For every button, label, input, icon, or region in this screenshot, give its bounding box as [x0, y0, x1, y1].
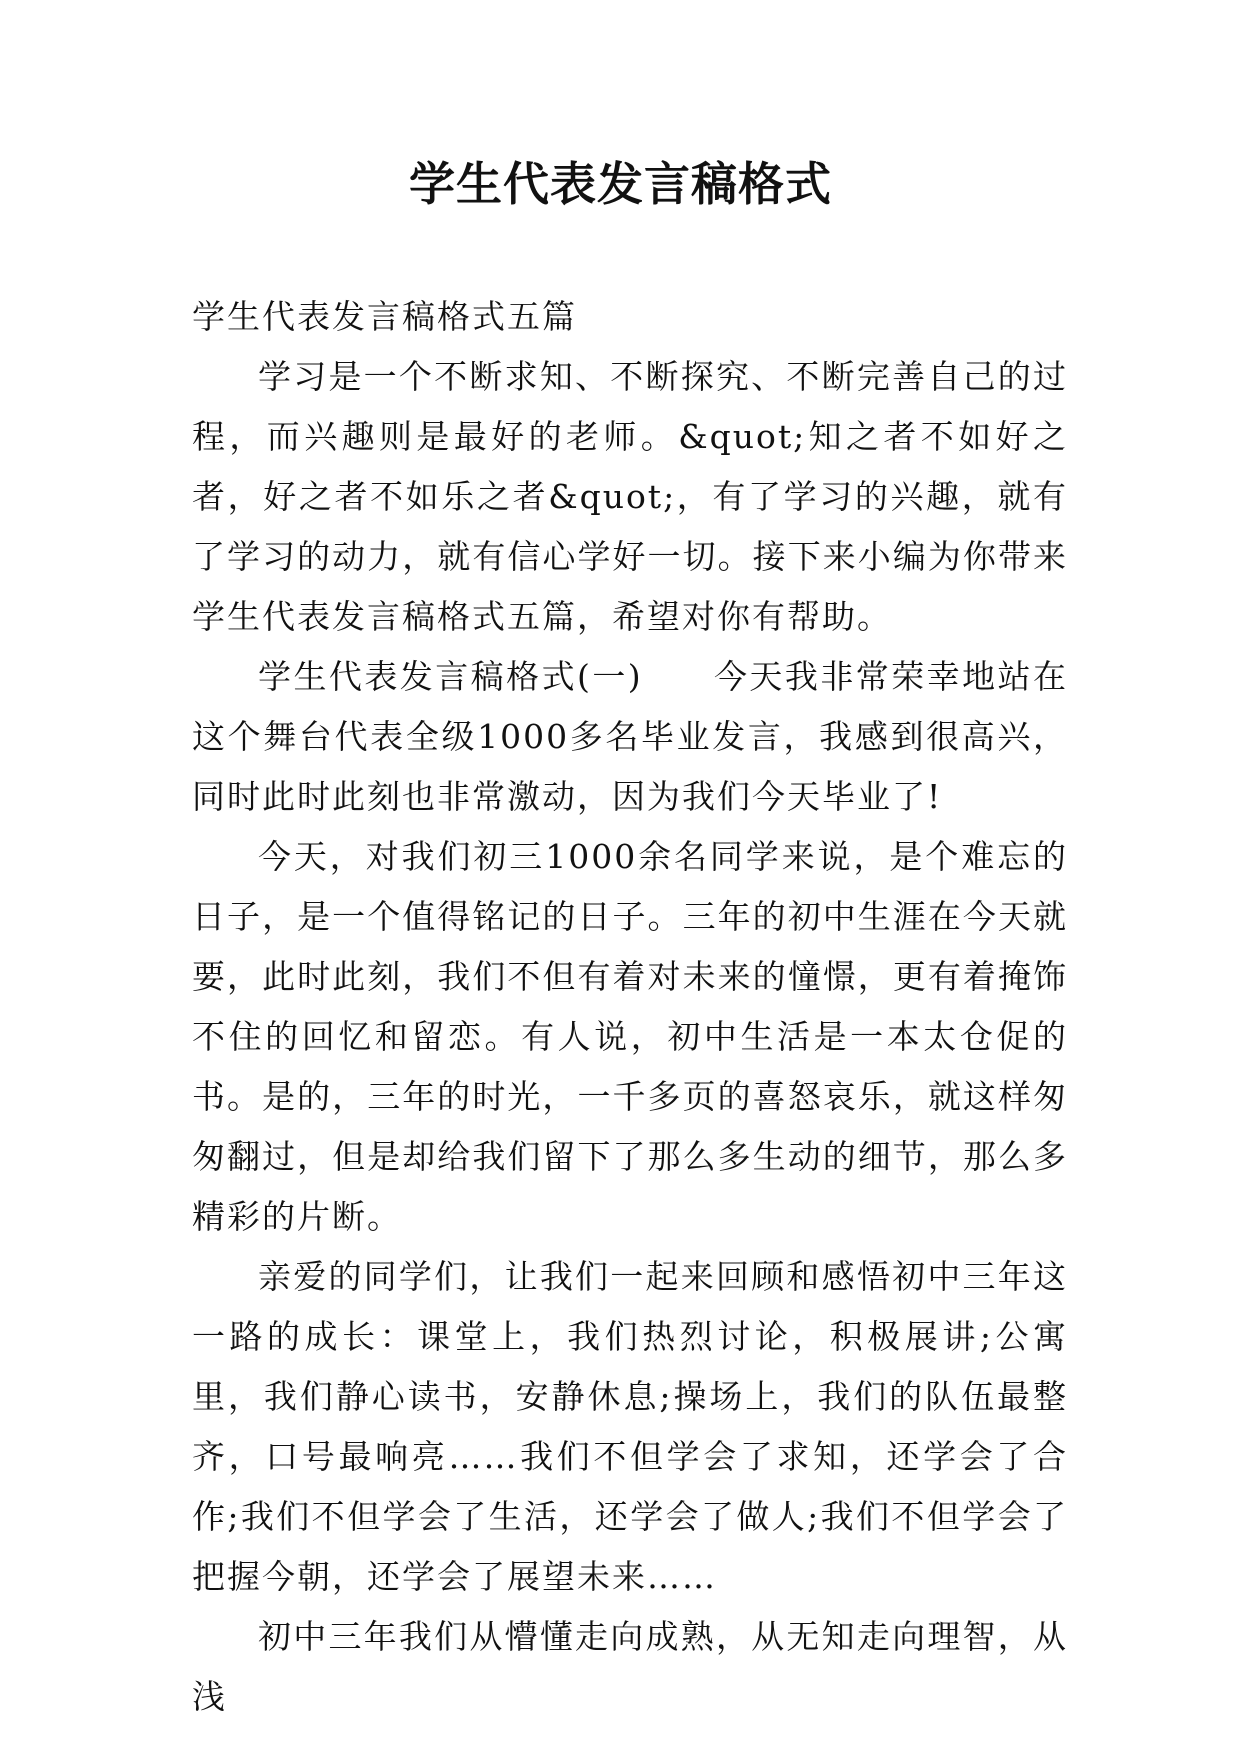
document-body [192, 287, 1068, 1727]
paragraph-2: 学生代表发言稿格式(一) 今天我非常荣幸地站在这个舞台代表全级1000多名毕业发言，我感到很高兴，同时此时此刻也非常激动，因为我们今天毕业了! [192, 657, 1068, 816]
paragraph-4: 亲爱的同学们，让我们一起来回顾和感悟初中三年这一路的成长：课堂上，我们热烈讨论，积极展讲;公寓里，我们静心读书，安静休息;操场上，我们的队伍最整齐，口号最响亮……我们不但学会了求知，还学会了合作;我们不但学会了生活，还学会了做人;我们不但学会了把握今朝，还学会了展望未来…… [192, 1257, 1068, 1596]
paragraph-3: 今天，对我们初三1000余名同学来说，是个难忘的日子，是一个值得铭记的日子。三年的初中生涯在今天就要，此时此刻，我们不但有着对未来的憧憬，更有着掩饰不住的回忆和留恋。有人说，初中生活是一本太仓促的书。是的，三年的时光，一千多页的喜怒哀乐，就这样匆匆翻过，但是却给我们留下了那么多生动的细节，那么多精彩的片断。 [192, 837, 1068, 1236]
document-title: 学生代表发言稿格式 [409, 157, 832, 211]
paragraph-1: 学习是一个不断求知、不断探究、不断完善自己的过程，而兴趣则是最好的老师。&quot;知之者不如好之者，好之者不如乐之者&quot;，有了学习的兴趣，就有了学习的动力，就有信心学好一切。接下来小编为你带来学生代表发言稿格式五篇，希望对你有帮助。 [192, 357, 1068, 636]
document-subtitle: 学生代表发言稿格式五篇 [192, 297, 577, 336]
paragraph-5: 初中三年我们从懵懂走向成熟，从无知走向理智，从浅 [192, 1617, 1068, 1716]
